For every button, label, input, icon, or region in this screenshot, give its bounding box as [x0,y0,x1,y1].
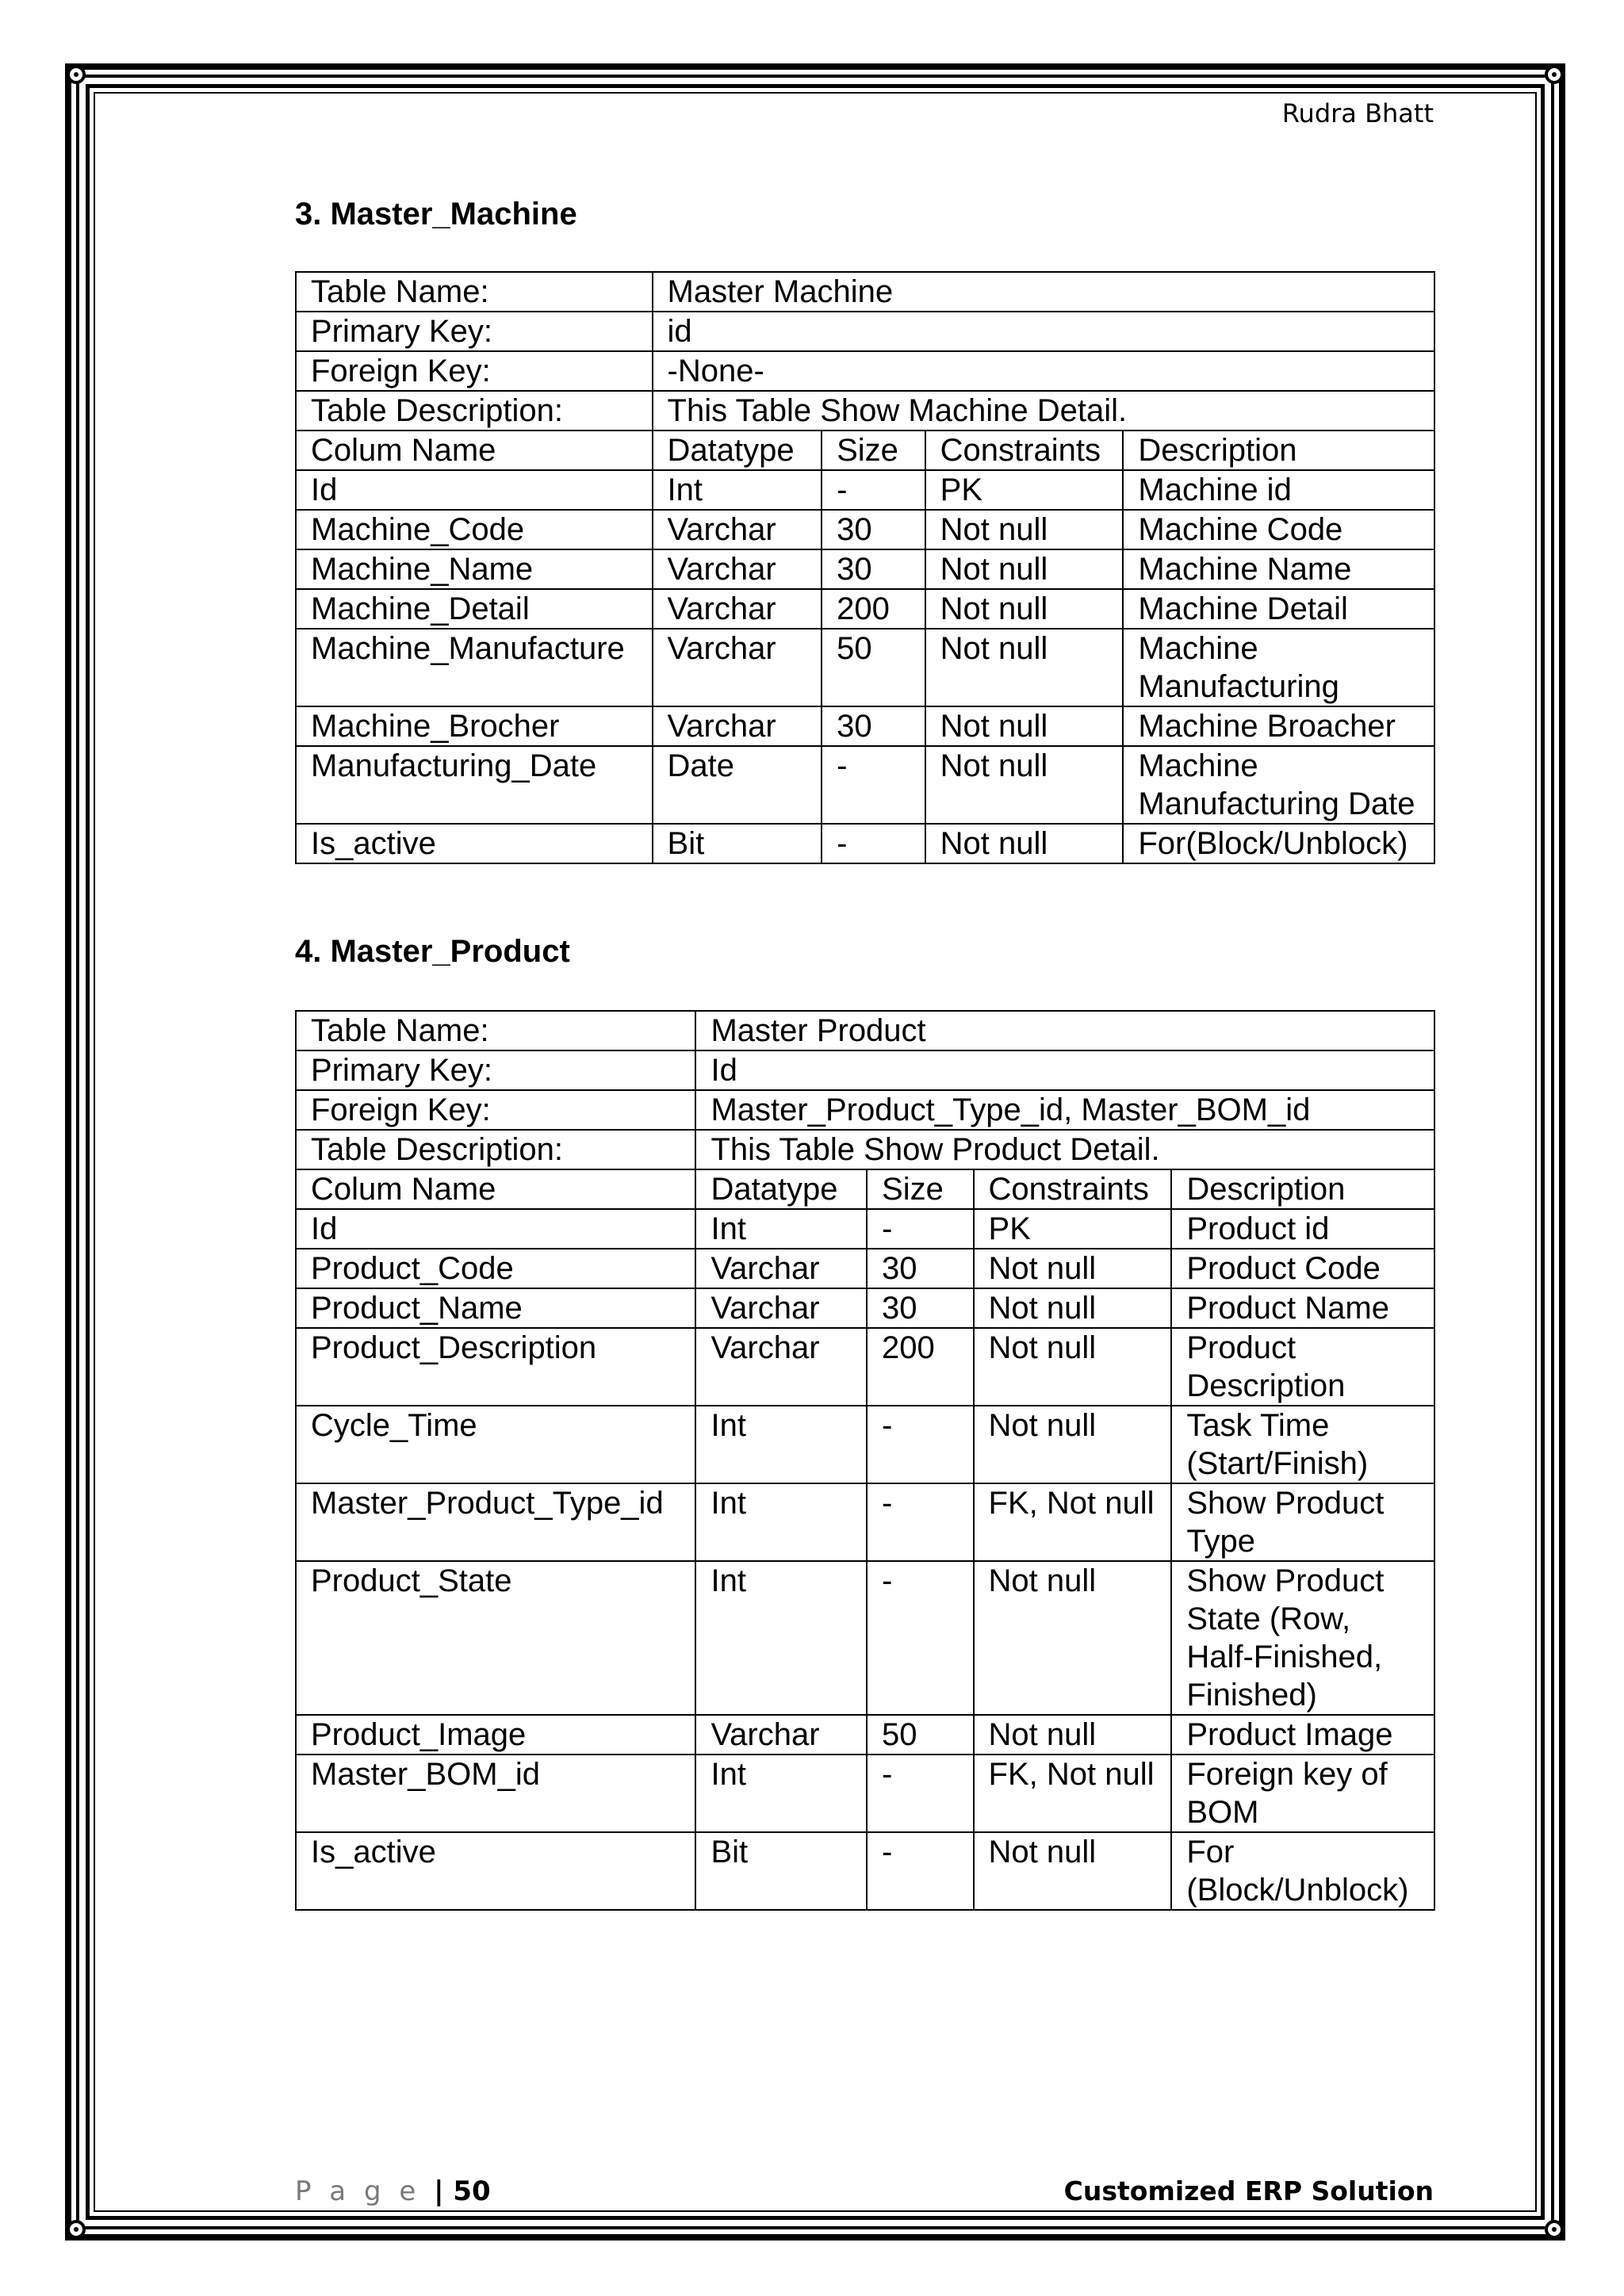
cell: Not null [925,824,1124,863]
cell: Machine_Name [296,549,653,589]
meta-label: Table Description: [296,1130,695,1169]
cell: - [867,1483,974,1561]
meta-row [296,1011,1434,1050]
cell: Varchar [653,706,822,746]
cell: - [867,1406,974,1483]
cell: Int [695,1561,867,1715]
corner-ornament-bottom-left [67,2220,86,2239]
cell: FK, Not null [974,1755,1172,1832]
table-row [296,1832,1434,1910]
cell: - [867,1832,974,1910]
cell: Cycle_Time [296,1406,695,1483]
cell: - [867,1755,974,1832]
cell: 30 [867,1249,974,1288]
table-row [296,746,1434,824]
column-header: Size [867,1169,974,1209]
cell: Not null [925,706,1124,746]
meta-value: Master_Product_Type_id, Master_BOM_id [695,1090,1434,1130]
cell: Date [653,746,822,824]
cell: Manufacturing_Date [296,746,653,824]
cell: Machine Manufacturing Date [1123,746,1434,824]
cell: Show Product Type [1171,1483,1434,1561]
cell: Foreign key of BOM [1171,1755,1434,1832]
cell: Product Code [1171,1249,1434,1288]
meta-label: Primary Key: [296,312,653,351]
cell: 30 [822,549,925,589]
section-title-master-machine: 3. Master_Machine [295,197,577,232]
cell: Not null [974,1249,1172,1288]
cell: Machine_Detail [296,589,653,629]
cell: Product_State [296,1561,695,1715]
cell: - [867,1561,974,1715]
cell: Not null [974,1561,1172,1715]
meta-row [296,391,1434,430]
meta-label: Primary Key: [296,1050,695,1090]
cell: Machine Name [1123,549,1434,589]
cell: 30 [822,706,925,746]
table-row [296,1249,1434,1288]
cell: 200 [822,589,925,629]
cell: Machine_Brocher [296,706,653,746]
cell: For (Block/Unblock) [1171,1832,1434,1910]
master-machine-table [295,271,1435,864]
cell: Id [296,1209,695,1249]
meta-value: Master Machine [653,272,1434,312]
column-header-row [296,430,1434,470]
cell: Not null [925,746,1124,824]
document-title: Customized ERP Solution [1063,2175,1434,2206]
cell: PK [925,470,1124,510]
meta-row [296,1090,1434,1130]
cell: Machine Code [1123,510,1434,549]
master-product-table [295,1010,1435,1911]
cell: Varchar [695,1288,867,1328]
cell: Machine Broacher [1123,706,1434,746]
meta-label: Foreign Key: [296,351,653,391]
column-header: Colum Name [296,430,653,470]
cell: Product_Image [296,1715,695,1755]
cell: Is_active [296,824,653,863]
table-row [296,629,1434,706]
cell: - [822,746,925,824]
cell: Product Description [1171,1328,1434,1406]
meta-label: Table Description: [296,391,653,430]
cell: Product Image [1171,1715,1434,1755]
cell: Is_active [296,1832,695,1910]
cell: Int [695,1406,867,1483]
cell: Task Time (Start/Finish) [1171,1406,1434,1483]
meta-label: Table Name: [296,272,653,312]
table-row [296,470,1434,510]
cell: Product id [1171,1209,1434,1249]
cell: Not null [925,549,1124,589]
cell: - [822,824,925,863]
cell: Product_Name [296,1288,695,1328]
cell: 50 [867,1715,974,1755]
meta-label: Foreign Key: [296,1090,695,1130]
cell: Bit [695,1832,867,1910]
corner-ornament-top-left [67,65,86,84]
meta-row [296,351,1434,391]
cell: Int [695,1209,867,1249]
column-header: Description [1123,430,1434,470]
table-row [296,589,1434,629]
table-row [296,1715,1434,1755]
cell: Machine_Code [296,510,653,549]
cell: Int [695,1755,867,1832]
corner-ornament-top-right [1545,65,1564,84]
table-row [296,1406,1434,1483]
table-row [296,1209,1434,1249]
meta-value: This Table Show Machine Detail. [653,391,1434,430]
table-row [296,1288,1434,1328]
cell: Product Name [1171,1288,1434,1328]
page-label: P a g e [295,2175,421,2207]
column-header-row [296,1169,1434,1209]
cell: Master_BOM_id [296,1755,695,1832]
cell: - [867,1209,974,1249]
cell: 30 [822,510,925,549]
cell: Not null [925,589,1124,629]
table-row [296,510,1434,549]
section-title-master-product: 4. Master_Product [295,934,570,969]
cell: Bit [653,824,822,863]
table-row [296,1328,1434,1406]
cell: Not null [974,1288,1172,1328]
column-header: Datatype [653,430,822,470]
column-header: Size [822,430,925,470]
meta-value: Id [695,1050,1434,1090]
cell: Machine id [1123,470,1434,510]
cell: 30 [867,1288,974,1328]
meta-value: -None- [653,351,1434,391]
cell: Id [296,470,653,510]
cell: Int [653,470,822,510]
cell: Machine Detail [1123,589,1434,629]
meta-value: This Table Show Product Detail. [695,1130,1434,1169]
table-row [296,1561,1434,1715]
cell: - [822,470,925,510]
cell: Not null [925,629,1124,706]
cell: 50 [822,629,925,706]
cell: PK [974,1209,1172,1249]
cell: Show Product State (Row, Half-Finished, Finished) [1171,1561,1434,1715]
table-row [296,824,1434,863]
cell: For(Block/Unblock) [1123,824,1434,863]
cell: 200 [867,1328,974,1406]
meta-row [296,1050,1434,1090]
table-row [296,549,1434,589]
cell: Varchar [653,510,822,549]
cell: Not null [974,1715,1172,1755]
cell: Product_Code [296,1249,695,1288]
corner-ornament-bottom-right [1545,2220,1564,2239]
meta-value: Master Product [695,1011,1434,1050]
author-name: Rudra Bhatt [1281,98,1434,128]
cell: Varchar [695,1715,867,1755]
meta-value: id [653,312,1434,351]
meta-label: Table Name: [296,1011,695,1050]
cell: Not null [974,1406,1172,1483]
cell: Varchar [695,1328,867,1406]
cell: Varchar [695,1249,867,1288]
cell: Varchar [653,629,822,706]
column-header: Colum Name [296,1169,695,1209]
column-header: Constraints [974,1169,1172,1209]
column-header: Datatype [695,1169,867,1209]
page-number: | 50 [434,2175,491,2207]
cell: Machine_Manufacture [296,629,653,706]
cell: Varchar [653,549,822,589]
cell: Int [695,1483,867,1561]
meta-row [296,1130,1434,1169]
cell: FK, Not null [974,1483,1172,1561]
cell: Not null [925,510,1124,549]
column-header: Constraints [925,430,1124,470]
column-header: Description [1171,1169,1434,1209]
meta-row [296,272,1434,312]
cell: Not null [974,1832,1172,1910]
table-row [296,1755,1434,1832]
cell: Machine Manufacturing [1123,629,1434,706]
cell: Varchar [653,589,822,629]
cell: Master_Product_Type_id [296,1483,695,1561]
page-number-label [295,2175,491,2207]
table-row [296,706,1434,746]
table-row [296,1483,1434,1561]
cell: Not null [974,1328,1172,1406]
cell: Product_Description [296,1328,695,1406]
meta-row [296,312,1434,351]
